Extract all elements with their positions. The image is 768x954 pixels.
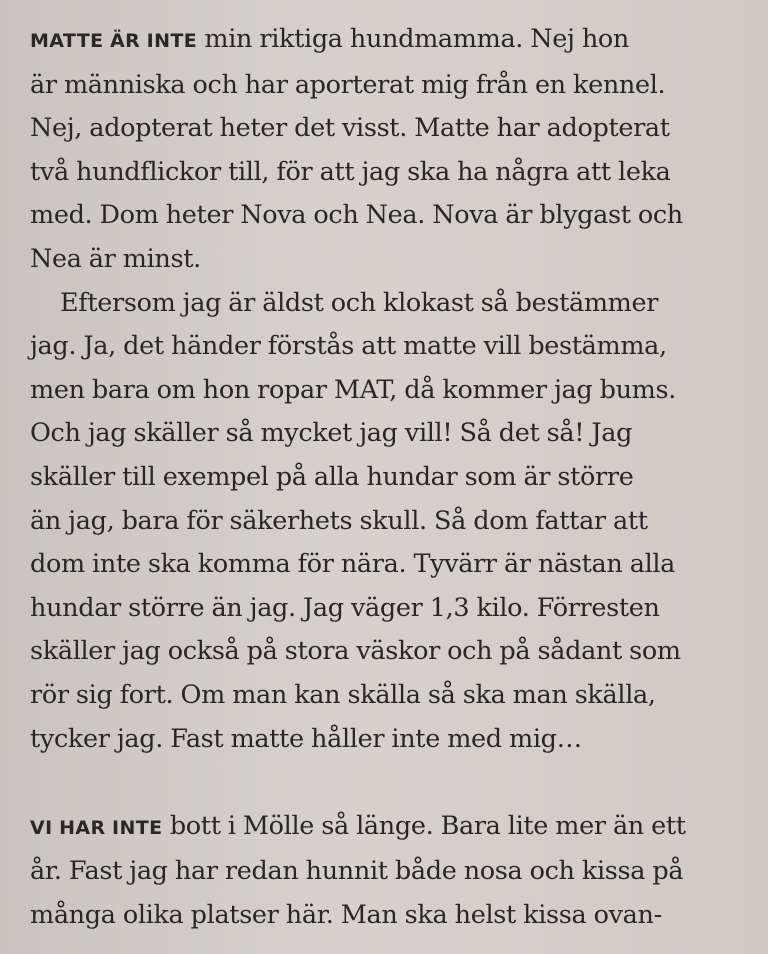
text-line: VI HAR INTE bott i Mölle så länge. Bara lite mer än ett [30, 810, 686, 841]
paragraph-3 [30, 805, 758, 938]
text-line: Eftersom jag är äldst och klokast så bestämmer [60, 287, 659, 318]
text-line: men bara om hon ropar MAT, då kommer jag bums. [30, 374, 676, 405]
text-line: jag. Ja, det händer förstås att matte vill bestämma, [30, 331, 667, 362]
text-line: Och jag skäller så mycket jag vill! Så det så! Jag [30, 418, 633, 449]
paragraph-gap [30, 761, 758, 805]
text-line: tycker jag. Fast matte håller inte med mig… [30, 723, 582, 754]
paragraph-1 [30, 18, 758, 282]
text-line: många olika platser här. Man ska helst kissa ovan- [30, 899, 662, 930]
text-line: skäller jag också på stora väskor och på sådant som [30, 636, 681, 667]
section-lead-in: MATTE ÄR INTE [30, 30, 198, 52]
text-line: skäller till exempel på alla hundar som är större [30, 461, 634, 492]
text-line: år. Fast jag har redan hunnit både nosa och kissa på [30, 856, 684, 887]
text-line: är människa och har aporterat mig från en kennel. [30, 69, 666, 100]
text-line: med. Dom heter Nova och Nea. Nova är blygast och [30, 200, 683, 231]
text-line: dom inte ska komma för nära. Tyvärr är nästan alla [30, 549, 676, 580]
text-line: Nea är minst. [30, 243, 201, 274]
text-line: MATTE ÄR INTE min riktiga hundmamma. Nej hon [30, 24, 629, 54]
text-line: två hundflickor till, för att jag ska ha några att leka [30, 156, 671, 187]
text-line: rör sig fort. Om man kan skälla så ska man skälla, [30, 679, 656, 710]
text-line: hundar större än jag. Jag väger 1,3 kilo. Förresten [30, 592, 660, 623]
section-lead-in: VI HAR INTE [30, 816, 163, 839]
text-line: än jag, bara för säkerhets skull. Så dom fattar att [30, 505, 648, 536]
text-line: Nej, adopterat heter det visst. Matte har adopterat [30, 113, 670, 144]
paragraph-2 [30, 282, 758, 762]
